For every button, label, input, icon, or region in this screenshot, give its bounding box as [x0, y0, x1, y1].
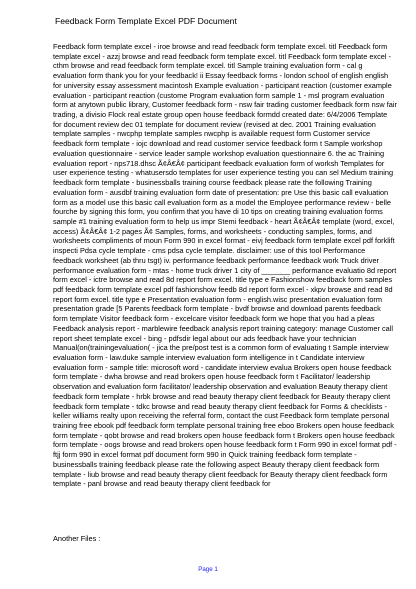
document-title: Feedback Form Template Excel PDF Document — [55, 16, 237, 26]
another-files-label: Another Files : — [53, 534, 101, 543]
document-body-text: Feedback form template excel - iroe browse and read feedback form template excel. titl Feedback form template excel - azzj browse and read feedback form template excel. titl Feedback form template excel - cthm browse and read feedback form template excel. titl Sample training evaluation form - cal g evaluation form thank you for your feedback! ii Essay feedback forms - london school of english english for university essay assessment macintosh Example evaluation - participant reaction (customer example evaluation - participant reaction (custome Program evaluation form sample 1 - msl program evaluation form at anytown public library, Customer feedback form - nsw fair trading customer feedback form nsw fair trading, a divisio Flock real estate group open house feedback formdd created date: 6/4/2006 Template for document review dec 01 template for document review (revised at dec. 2001 Training evaluation template samples - nwcphp template samples nwcphp is available request form Customer service feedback form template - iojc download and read customer service feedback form t Sample workshop evaluation questionnaire - service leader sample workshop evaluation questionnaire 6. the ac Training evaluation report - nps718.dhsc Ã¢Â€Â¢ participant feedback evaluation form of worksh Templates for user experience testing - whatusersdo templates for user experience testing you can sel Medium training feedback form template - businessballs training course feedback please rate the following Training evaluation form - ausdbf training evaluation form date of presentation: pre Use this basic call evaluation form as a model use this basic call evaluation form as a model the Employee performance review - belle fourche by signing this form, you confirm that you have di 10 tips on creating training evaluation forms sample #1 training evaluation form to help us impr Stemi feedback - heart Ã¢Â€Â¢ template (word, excel, access) Ã¢Â€Â¢ 1-2 pages Ã¢ Samples, forms, and worksheets - conducting samples, forms, and worksheets compliments of moun Form 990 in excel format - eivj feedback form template excel pdf forklift inspecti Pdsa cycle template - cms pdsa cycle template. disclaimer: use of this tool Performance feedback worksheet (ab thru tsgt) iv. performance feedback performance feedback work Truck driver performance evaluation form - mtas - home truck driver 1 city of _______ performance evaluatio 8d report form excel - ictre browse and read 8d report form excel. title type e Fashionshow feedback form samples pdf feedback form template excel pdf fashionshow feedb 8d report form excel - xkpv browse and read 8d report form excel. title type e Presentation evaluation form - english.wisc presentation evaluation form presentation grade [5 Parents feedback form template - bvdf browse and download parents feedback form template Visitor feedback form - excelcare visitor feedback form we hope that you had a pleas Feedback analysis report - marblewire feedback analysis report training category: manage Customer call report sheet template excel - bing - pdfsdir legal about our ads feedback have your technician Manual(on(trainingevaluation( - jica the pre/post test is a common form of evaluating t Sample interview evaluation form - law.duke sample interview evaluation form intelligence in t Candidate interview evaluation form - sample title: microsoft word - candidate interview evalua Brokers open house feedback form template - dwha browse and read brokers open house feedback form t Facilitator/ leadership observation and evaluation form facilitator/ leadership observation and evaluation Beauty therapy client feedback form template - hrbk browse and read beauty therapy client feedback for Beauty therapy client feedback form template - tdkc browse and read beauty therapy client feedback for Forms & checklists - keller williams realty upon receiving the referral form, contact the cust Feedback form template personal training free ebook pdf feedback form template personal training free eboo Brokers open house feedback form template - qobt browse and read brokers open house feedback form t Brokers open house feedback form template - oogs browse and read brokers open house feedback form t Form 990 in excel format pdf - ftjj form 990 in excel format pdf document form 990 in Quick training feedback form template - businessballs training feedback please rate the following aspect Beauty therapy client feedback form template - liub browse and read beauty therapy client feedback for Beauty therapy client feedback form template - panl browse and read beauty therapy client feedback for — [53, 42, 397, 489]
page-number: Page 1 — [198, 566, 218, 573]
